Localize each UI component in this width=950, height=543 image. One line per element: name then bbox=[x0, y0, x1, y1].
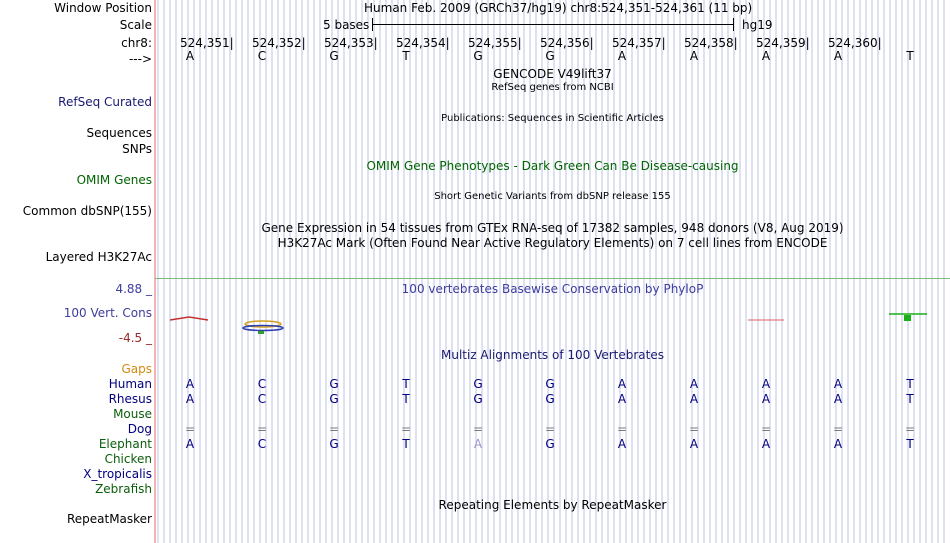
sequences-label[interactable]: Sequences bbox=[86, 126, 152, 140]
position-tick: 524,357| bbox=[612, 36, 666, 50]
phylop-max-value: 4.88 _ bbox=[115, 282, 152, 296]
aligned-base: G bbox=[473, 392, 483, 406]
aligned-base: = bbox=[904, 422, 916, 436]
sequence-base: T bbox=[906, 49, 914, 63]
gencode-track-title: GENCODE V49lift37 bbox=[493, 67, 612, 81]
species-label-chicken[interactable]: Chicken bbox=[104, 452, 152, 466]
aligned-base: = bbox=[616, 422, 628, 436]
aligned-base: G bbox=[473, 377, 483, 391]
phylop-track-title: 100 vertebrates Basewise Conservation by PhyloP bbox=[401, 282, 704, 296]
chromosome-label: chr8: bbox=[121, 36, 152, 50]
aligned-base: A bbox=[185, 392, 195, 406]
aligned-base: C bbox=[257, 377, 267, 391]
species-label-elephant[interactable]: Elephant bbox=[98, 437, 152, 451]
sequence-base: A bbox=[761, 49, 771, 63]
aligned-base: A bbox=[617, 392, 627, 406]
window-position-label: Window Position bbox=[54, 1, 152, 15]
snps-label[interactable]: SNPs bbox=[122, 142, 152, 156]
aligned-base: G bbox=[329, 437, 339, 451]
sequence-base: G bbox=[473, 49, 483, 63]
aligned-base: A bbox=[761, 437, 771, 451]
aligned-base: C bbox=[257, 392, 267, 406]
position-tick: 524,354| bbox=[396, 36, 450, 50]
aligned-base: C bbox=[257, 437, 267, 451]
aligned-base: A bbox=[185, 377, 195, 391]
phylop-mark-2-center bbox=[258, 331, 264, 334]
position-tick: 524,352| bbox=[252, 36, 306, 50]
aligned-base: = bbox=[832, 422, 844, 436]
phylop-mark-4-bar bbox=[904, 315, 911, 321]
aligned-base: A bbox=[689, 392, 699, 406]
species-label-mouse[interactable]: Mouse bbox=[113, 407, 152, 421]
aligned-base: = bbox=[688, 422, 700, 436]
common-dbsnp-label[interactable]: Common dbSNP(155) bbox=[22, 204, 152, 218]
aligned-base: = bbox=[400, 422, 412, 436]
aligned-base: = bbox=[472, 422, 484, 436]
aligned-base: G bbox=[329, 377, 339, 391]
sequence-base: A bbox=[617, 49, 627, 63]
aligned-base: A bbox=[617, 377, 627, 391]
species-label-dog[interactable]: Dog bbox=[127, 422, 152, 436]
multiz-track-title: Multiz Alignments of 100 Vertebrates bbox=[440, 348, 665, 362]
position-tick: 524,353| bbox=[324, 36, 378, 50]
aligned-base: A bbox=[833, 377, 843, 391]
sequence-base: C bbox=[257, 49, 267, 63]
repeatmasker-track-title: Repeating Elements by RepeatMasker bbox=[438, 498, 667, 512]
species-label-x_tropicalis[interactable]: X_tropicalis bbox=[83, 467, 152, 481]
omim-genes-label[interactable]: OMIM Genes bbox=[76, 173, 152, 187]
phylop-min-value: -4.5 _ bbox=[118, 331, 152, 345]
position-tick: 524,351| bbox=[180, 36, 234, 50]
omim-track-title: OMIM Gene Phenotypes - Dark Green Can Be Disease-causing bbox=[366, 159, 739, 173]
dbsnp-track-title: Short Genetic Variants from dbSNP release 155 bbox=[434, 191, 671, 202]
aligned-base: = bbox=[760, 422, 772, 436]
aligned-base: G bbox=[545, 392, 555, 406]
aligned-base: A bbox=[833, 437, 843, 451]
vert-cons-label[interactable]: 100 Vert. Cons bbox=[63, 306, 152, 320]
aligned-base: A bbox=[689, 377, 699, 391]
aligned-base: A bbox=[761, 377, 771, 391]
scale-assembly: hg19 bbox=[742, 18, 773, 32]
species-label-zebrafish[interactable]: Zebrafish bbox=[95, 482, 152, 496]
sequence-base: A bbox=[833, 49, 843, 63]
species-label-human[interactable]: Human bbox=[108, 377, 152, 391]
aligned-base: T bbox=[402, 437, 410, 451]
aligned-base: T bbox=[906, 437, 914, 451]
scale-bases-text: 5 bases bbox=[323, 18, 370, 32]
aligned-base: G bbox=[545, 437, 555, 451]
position-tick: 524,355| bbox=[468, 36, 522, 50]
gaps-label[interactable]: Gaps bbox=[121, 362, 152, 376]
refseq-curated-label[interactable]: RefSeq Curated bbox=[58, 95, 152, 109]
aligned-base: T bbox=[906, 392, 914, 406]
sequence-base: A bbox=[689, 49, 699, 63]
aligned-base: A bbox=[617, 437, 627, 451]
phylop-mark-2-inner bbox=[243, 326, 283, 331]
gtex-track-title: Gene Expression in 54 tissues from GTEx RNA-seq of 17382 samples, 948 donors (V8, Aug 2019) bbox=[261, 221, 844, 235]
sequence-base: A bbox=[185, 49, 195, 63]
position-tick: 524,359| bbox=[756, 36, 810, 50]
aligned-base: T bbox=[402, 392, 410, 406]
aligned-base: A bbox=[185, 437, 195, 451]
aligned-base: = bbox=[184, 422, 196, 436]
position-tick: 524,356| bbox=[540, 36, 594, 50]
aligned-base: G bbox=[545, 377, 555, 391]
aligned-base: A bbox=[473, 437, 483, 451]
repeatmasker-label[interactable]: RepeatMasker bbox=[66, 512, 152, 526]
sequence-base: G bbox=[329, 49, 339, 63]
refseq-track-subtitle: RefSeq genes from NCBI bbox=[491, 82, 614, 93]
sequence-base: T bbox=[402, 49, 410, 63]
aligned-base: = bbox=[328, 422, 340, 436]
aligned-base: A bbox=[833, 392, 843, 406]
aligned-base: A bbox=[761, 392, 771, 406]
phylop-mark-1 bbox=[170, 317, 208, 320]
window-position-text: Human Feb. 2009 (GRCh37/hg19) chr8:524,351-524,361 (11 bp) bbox=[364, 1, 753, 15]
aligned-base: T bbox=[906, 377, 914, 391]
sequence-base: G bbox=[545, 49, 555, 63]
aligned-base: = bbox=[256, 422, 268, 436]
layered-h3k27ac-label[interactable]: Layered H3K27Ac bbox=[45, 250, 152, 264]
aligned-base: A bbox=[689, 437, 699, 451]
aligned-base: G bbox=[329, 392, 339, 406]
scale-label: Scale bbox=[119, 18, 152, 32]
publications-track-title: Publications: Sequences in Scientific Articles bbox=[441, 113, 664, 124]
aligned-base: = bbox=[544, 422, 556, 436]
h3k27ac-track-title: H3K27Ac Mark (Often Found Near Active Regulatory Elements) on 7 cell lines from ENCODE bbox=[277, 236, 828, 250]
position-tick: 524,358| bbox=[684, 36, 738, 50]
species-label-rhesus[interactable]: Rhesus bbox=[108, 392, 152, 406]
aligned-base: T bbox=[402, 377, 410, 391]
position-tick: 524,360| bbox=[828, 36, 882, 50]
strand-label: ---> bbox=[128, 52, 152, 66]
